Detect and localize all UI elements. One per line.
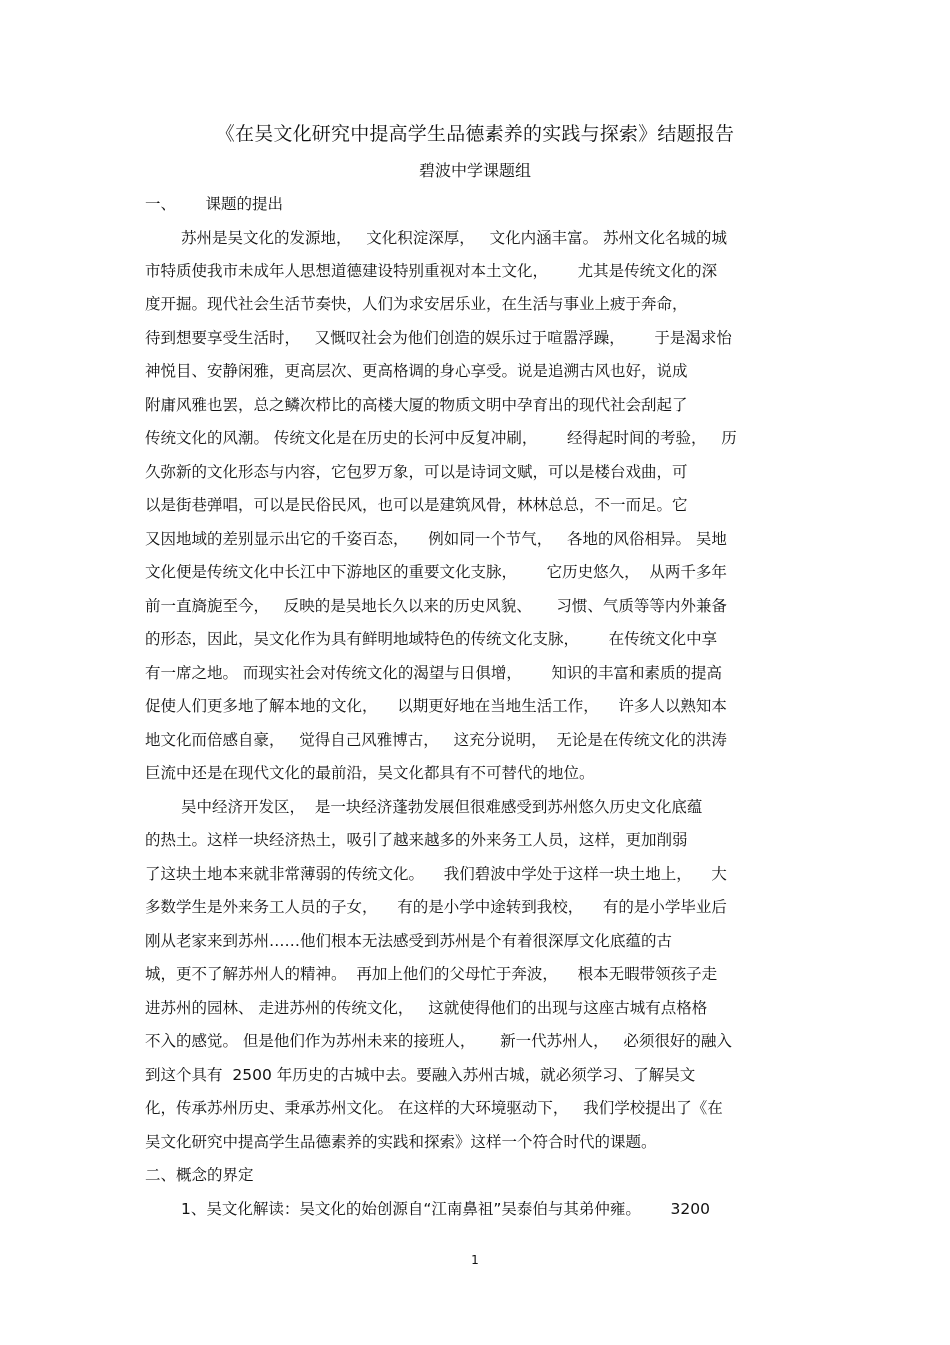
report-title: 《在吴文化研究中提高学生品德素养的实践与探索》结题报告 [215,123,735,145]
report-author: 碧波中学课题组 [418,161,531,180]
body-line: 吴文化研究中提高学生品德素养的实践和探索》这样一个符合时代的课题。 [145,1133,657,1151]
body-line: 以是街巷弹唱，可以是民俗民风，也可以是建筑风骨，林林总总，不一而足。它 [145,496,688,514]
body-line: 度开掘。现代社会生活节奏快，人们为求安居乐业，在生活与事业上疲于奔命， [145,295,688,313]
body-line: 有一席之地。 而现实社会对传统文化的渴望与日俱增， 知识的丰富和素质的提高 [145,664,722,682]
body-line: 的热土。这样一块经济热土，吸引了越来越多的外来务工人员，这样，更加削弱 [145,831,688,849]
body-line: 多数学生是外来务工人员的子女， 有的是小学中途转到我校， 有的是小学毕业后 [145,898,727,916]
body-line: 到这个具有 2500 年历史的古城中去。要融入苏州古城，就必须学习、了解吴文 [145,1066,696,1084]
body-line: 的形态，因此，吴文化作为具有鲜明地域特色的传统文化支脉， 在传统文化中享 [145,630,718,648]
page-number: 1 [471,1253,479,1267]
body-line: 城，更不了解苏州人的精神。 再加上他们的父母忙于奔波， 根本无暇带领孩子走 [145,965,718,983]
body-line: 1、吴文化解读：吴文化的始创源自“江南鼻祖”吴泰伯与其弟仲雍。 3200 [181,1200,710,1218]
section-heading-1: 一、 课题的提出 [145,195,284,213]
body-line: 了这块土地本来就非常薄弱的传统文化。 我们碧波中学处于这样一块土地上， 大 [145,865,727,883]
body-line: 进苏州的园林、 走进苏州的传统文化， 这就使得他们的出现与这座古城有点格格 [145,999,708,1017]
body-line: 刚从老家来到苏州……他们根本无法感受到苏州是个有着很深厚文化底蕴的古 [145,932,673,950]
body-line: 市特质使我市未成年人思想道德建设特别重视对本土文化， 尤其是传统文化的深 [145,262,718,280]
body-line: 前一直旖旎至今， 反映的是吴地长久以来的历史风貌、 习惯、气质等等内外兼备 [145,597,727,615]
body-line: 附庸风雅也罢，总之鳞次栉比的高楼大厦的物质文明中孕育出的现代社会刮起了 [145,396,688,414]
body-line: 苏州是吴文化的发源地， 文化积淀深厚， 文化内涵丰富。 苏州文化名城的城 [181,229,727,247]
body-line: 传统文化的风潮。 传统文化是在历史的长河中反复冲刷， 经得起时间的考验， 历 [145,429,737,447]
body-line: 促使人们更多地了解本地的文化， 以期更好地在当地生活工作， 许多人以熟知本 [145,697,727,715]
body-line: 吴中经济开发区， 是一块经济蓬勃发展但很难感受到苏州悠久历史文化底蕴 [181,798,703,816]
body-line: 文化便是传统文化中长江中下游地区的重要文化支脉， 它历史悠久， 从两千多年 [145,563,727,581]
body-line: 神悦目、安静闲雅，更高层次、更高格调的身心享受。说是追溯古风也好，说成 [145,362,688,380]
body-line: 地文化而倍感自豪， 觉得自己风雅博古， 这充分说明， 无论是在传统文化的洪涛 [145,731,727,749]
body-line: 又因地域的差别显示出它的千姿百态， 例如同一个节气， 各地的风俗相异。 吴地 [145,530,727,548]
body-line: 巨流中还是在现代文化的最前沿，吴文化都具有不可替代的地位。 [145,764,595,782]
body-line: 化，传承苏州历史、秉承苏州文化。 在这样的大环境驱动下， 我们学校提出了《在 [145,1099,723,1117]
section-heading-2: 二、概念的界定 [145,1166,254,1184]
body-line: 久弥新的文化形态与内容，它包罗万象，可以是诗词文赋，可以是楼台戏曲，可 [145,463,688,481]
body-line: 待到想要享受生活时， 又慨叹社会为他们创造的娱乐过于喧嚣浮躁， 于是渴求怡 [145,329,732,347]
body-line: 不入的感觉。 但是他们作为苏州未来的接班人， 新一代苏州人， 必须很好的融入 [145,1032,732,1050]
